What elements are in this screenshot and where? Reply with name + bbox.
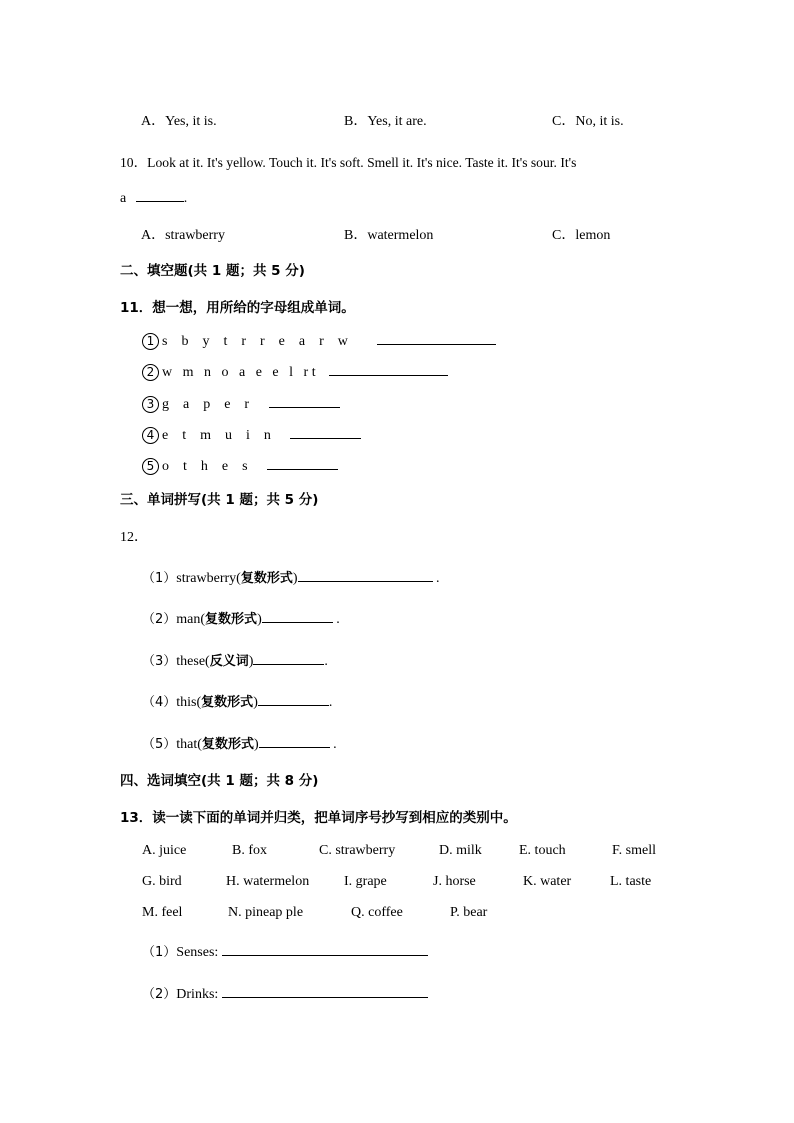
q12-item-number: （5） <box>142 737 177 752</box>
word-bank-item: P. bear <box>450 905 488 920</box>
q12-item-close: ) <box>253 695 258 710</box>
word-bank-item: L. taste <box>610 874 652 889</box>
q9-option-c: C．No, it is. <box>552 114 624 129</box>
word-bank-item: F. smell <box>612 843 656 858</box>
word-bank-item: Q. coffee <box>351 905 403 920</box>
q12-answer-blank-5[interactable] <box>259 735 330 748</box>
q11-item-letters: w m n o a e e l r t <box>162 365 316 380</box>
word-bank-item: I. grape <box>344 874 387 889</box>
category-label: Drinks: <box>176 987 219 1002</box>
q11-item-2 <box>142 363 448 381</box>
word-bank-item: B. fox <box>232 843 267 858</box>
word-bank-item: G. bird <box>142 874 182 889</box>
q11-answer-blank-2[interactable] <box>329 363 448 376</box>
q12-item-close: ) <box>292 571 298 586</box>
q10-question-line1: 10．Look at it. It's yellow. Touch it. It's soft. Smell it. It's nice. Taste it. It's sour. It's <box>120 155 577 170</box>
q12-item-hint: 复数形式 <box>201 737 254 752</box>
q11-item-letters: s b y t r r e a r w <box>162 334 348 349</box>
q12-number: 12． <box>120 530 148 545</box>
q11-answer-blank-4[interactable] <box>290 426 361 439</box>
q9-option-b: B．Yes, it are. <box>344 114 427 129</box>
section2-title: 二、填空题(共 1 题；共 5 分) <box>120 263 305 279</box>
q12-item-number: （2） <box>142 612 177 627</box>
q12-item-hint: 复数形式 <box>201 695 254 710</box>
word-bank-item: M. feel <box>142 905 183 920</box>
q12-item-close: ) <box>257 612 262 627</box>
q10-answer-blank[interactable] <box>136 189 184 202</box>
q12-item-number: （3） <box>142 654 177 669</box>
q12-item-5 <box>142 733 337 753</box>
q11-title: 11．想一想，用所给的字母组成单词。 <box>120 300 355 316</box>
q12-item-2 <box>142 608 340 628</box>
q11-item-5 <box>142 457 338 475</box>
q12-item-close: ) <box>248 654 254 669</box>
q12-item-end: . <box>432 571 440 586</box>
q12-item-number: （1） <box>142 571 177 586</box>
q12-item-1 <box>142 567 440 587</box>
q11-item-number: 3 <box>142 396 159 413</box>
word-bank-item: J. horse <box>433 874 476 889</box>
section3-title: 三、单词拼写(共 1 题；共 5 分) <box>120 492 319 508</box>
q11-item-number: 1 <box>142 333 159 350</box>
q11-item-3 <box>142 395 340 413</box>
q10-line2-prefix: a <box>120 191 127 206</box>
q11-item-1 <box>142 332 496 350</box>
q12-item-word: man( <box>176 612 206 627</box>
q9-option-a: A．Yes, it is. <box>141 114 217 129</box>
q10-line2-suffix: . <box>183 191 188 206</box>
q12-item-3 <box>142 650 328 670</box>
category-number: （2） <box>142 987 177 1002</box>
word-bank-item: C. strawberry <box>319 843 396 858</box>
q12-answer-blank-3[interactable] <box>253 652 324 665</box>
q11-answer-blank-1[interactable] <box>377 332 496 345</box>
q11-item-number: 4 <box>142 427 159 444</box>
q12-item-word: strawberry( <box>176 571 241 586</box>
q11-answer-blank-5[interactable] <box>267 457 338 470</box>
q12-item-word: that( <box>176 737 202 752</box>
q10-option-a: A．strawberry <box>141 228 225 243</box>
q12-item-hint: 复数形式 <box>205 612 258 627</box>
word-bank-item: N. pineap ple <box>228 905 304 920</box>
q12-answer-blank-1[interactable] <box>298 569 433 582</box>
section4-title: 四、选词填空(共 1 题；共 8 分) <box>120 773 319 789</box>
q12-item-word: these( <box>176 654 210 669</box>
word-bank-item: D. milk <box>439 843 482 858</box>
q12-answer-blank-4[interactable] <box>258 693 329 706</box>
q11-item-letters: o t h e s <box>162 459 248 474</box>
q11-item-letters: e t m u i n <box>162 428 271 443</box>
category-senses <box>142 941 428 961</box>
q12-item-end: . <box>328 695 333 710</box>
q12-item-close: ) <box>253 737 259 752</box>
q12-item-hint: 复数形式 <box>240 571 293 586</box>
word-bank-item: A. juice <box>142 843 187 858</box>
senses-answer-blank[interactable] <box>222 943 428 956</box>
q12-answer-blank-2[interactable] <box>262 610 333 623</box>
q12-item-word: this( <box>176 695 202 710</box>
q10-option-c: C．lemon <box>552 228 611 243</box>
q11-item-number: 5 <box>142 458 159 475</box>
drinks-answer-blank[interactable] <box>222 985 428 998</box>
category-label: Senses: <box>176 945 219 960</box>
q12-item-end: . <box>324 654 328 669</box>
q13-title: 13．读一读下面的单词并归类，把单词序号抄写到相应的类别中。 <box>120 810 517 826</box>
q12-item-4 <box>142 691 332 711</box>
word-bank-item: E. touch <box>519 843 566 858</box>
category-drinks <box>142 983 428 1003</box>
q12-item-number: （4） <box>142 695 177 710</box>
q12-item-end: . <box>332 612 340 627</box>
q11-item-4 <box>142 426 361 444</box>
q11-answer-blank-3[interactable] <box>269 395 340 408</box>
q10-option-b: B．watermelon <box>344 228 434 243</box>
q10-question-line2 <box>120 189 187 207</box>
word-bank-item: H. watermelon <box>226 874 310 889</box>
q11-item-number: 2 <box>142 364 159 381</box>
q12-item-end: . <box>329 737 337 752</box>
q12-item-hint: 反义词 <box>209 654 249 669</box>
q11-item-letters: g a p e r <box>162 397 250 412</box>
word-bank-item: K. water <box>523 874 572 889</box>
category-number: （1） <box>142 945 177 960</box>
